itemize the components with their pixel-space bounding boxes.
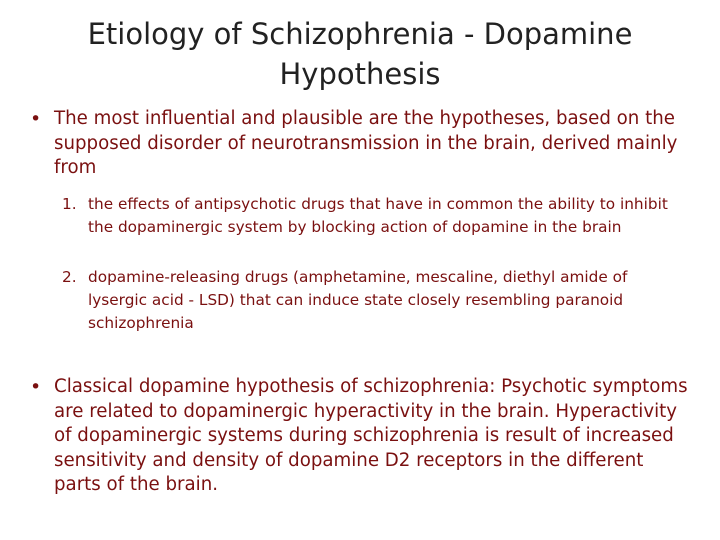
numbered-list-item-1 <box>62 193 682 239</box>
bullet-item-2 <box>30 375 690 498</box>
bullet-icon: • <box>30 108 42 130</box>
slide-title: Etiology of Schizophrenia - Dopamine Hypothesis <box>87 17 633 91</box>
numbered-list-item-2 <box>62 266 682 335</box>
bullet-text-1: The most influential and plausible are the hypotheses, based on the supposed disorder of neurotransmission in the brain, derived mainly from <box>54 108 678 178</box>
bullet-item-1 <box>30 107 690 181</box>
list-item-text-2: dopamine-releasing drugs (amphetamine, mescaline, diethyl amide of lysergic acid - LSD) that can induce state closely resembling paranoid schizophrenia <box>88 268 628 332</box>
bullet-text-2: Classical dopamine hypothesis of schizophrenia: Psychotic symptoms are related to dopaminergic hyperactivity in the brain. Hyperactivity of dopaminergic systems during schizophrenia is result of increased sensitivity and density of dopamine D2 receptors in the different parts of the brain. <box>54 376 688 495</box>
bullet-icon: • <box>30 376 42 398</box>
list-item-text-1: the effects of antipsychotic drugs that have in common the ability to inhibit the dopaminergic system by blocking action of dopamine in the brain <box>88 195 668 236</box>
list-number-1: 1. <box>62 195 77 213</box>
list-number-2: 2. <box>62 268 77 286</box>
